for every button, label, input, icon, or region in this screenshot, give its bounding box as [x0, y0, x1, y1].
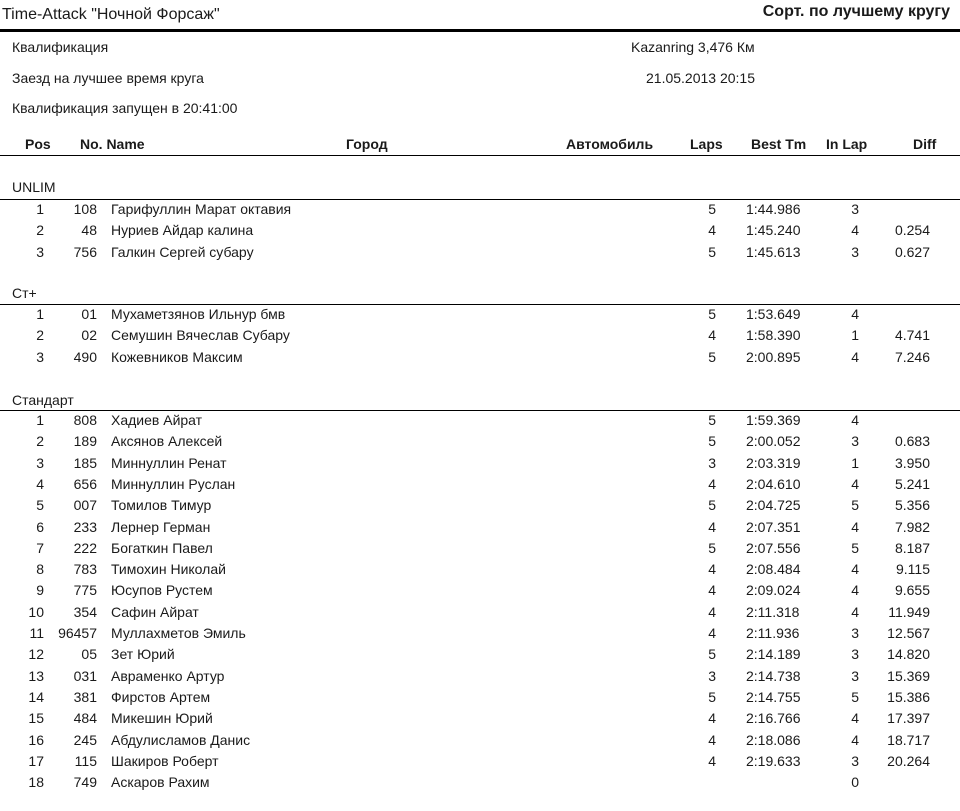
cell-best: 1:58.390 [746, 327, 801, 344]
cell-diff: 5.241 [894, 475, 930, 492]
cell-name: Фирстов Артем [111, 688, 211, 705]
cell-name: Галкин Сергей субару [111, 243, 254, 260]
cell-pos: 10 [28, 603, 44, 620]
cell-diff: 9.655 [894, 582, 930, 599]
cell-pos: 1 [36, 412, 44, 428]
cell-name: Кожевников Максим [111, 348, 243, 365]
cell-pos: 3 [36, 243, 44, 260]
col-inlap: In Lap [826, 136, 868, 152]
cell-name: Юсупов Рустем [111, 582, 213, 599]
table-row [0, 519, 960, 540]
cell-laps: 4 [708, 475, 716, 492]
cell-name: Сафин Айрат [111, 603, 199, 620]
cell-no: 115 [74, 752, 97, 769]
cell-pos: 1 [36, 306, 44, 322]
cell-inlap: 4 [851, 582, 859, 599]
mode-label: Заезд на лучшее время круга [12, 70, 204, 86]
cell-pos: 9 [36, 582, 44, 599]
cell-best: 2:11.936 [746, 625, 800, 641]
table-row [0, 604, 960, 625]
cell-no: 01 [81, 306, 97, 322]
cell-diff: 7.246 [894, 348, 930, 365]
cell-pos: 2 [36, 433, 44, 450]
cell-laps: 5 [708, 646, 716, 663]
class-label: Ст+ [12, 285, 37, 301]
cell-best: 2:14.189 [746, 646, 801, 663]
cell-pos: 18 [28, 774, 44, 791]
cell-no: 490 [73, 348, 97, 365]
table-row [0, 455, 960, 476]
cell-inlap: 5 [851, 688, 859, 705]
cell-best: 2:00.895 [746, 348, 801, 365]
cell-no: 656 [73, 475, 97, 492]
cell-diff: 4.741 [894, 327, 930, 344]
table-row [0, 710, 960, 731]
cell-diff: 14.820 [887, 646, 930, 663]
cell-inlap: 0 [851, 774, 859, 791]
cell-laps: 5 [708, 412, 716, 428]
table-row [0, 689, 960, 710]
cell-no: 756 [73, 243, 97, 260]
table-row [0, 222, 960, 243]
report-title: Time-Attack "Ночной Форсаж" [2, 6, 220, 23]
cell-laps: 5 [708, 433, 716, 450]
cell-pos: 12 [28, 646, 44, 663]
cell-name: Тимохин Николай [111, 561, 226, 578]
cell-best: 2:04.610 [746, 475, 801, 492]
cell-pos: 4 [36, 475, 44, 492]
cell-diff: 8.187 [894, 539, 930, 556]
cell-no: 96457 [58, 625, 97, 641]
cell-no: 808 [73, 412, 97, 428]
cell-inlap: 3 [851, 646, 859, 663]
cell-best: 1:44.986 [746, 201, 801, 217]
cell-no: 354 [73, 603, 97, 620]
cell-laps: 4 [708, 731, 716, 748]
cell-no: 381 [73, 688, 97, 705]
cell-best: 2:00.052 [746, 433, 801, 450]
datetime-label: 21.05.2013 20:15 [646, 70, 755, 86]
table-row [0, 668, 960, 689]
cell-name: Мухаметзянов Ильнур бмв [111, 306, 286, 322]
table-row [0, 201, 960, 222]
column-header-divider [0, 155, 960, 156]
cell-no: 48 [81, 222, 97, 239]
cell-laps: 4 [708, 561, 716, 578]
cell-name: Миннуллин Ренат [111, 454, 227, 471]
cell-best: 1:45.613 [746, 243, 801, 260]
cell-pos: 16 [28, 731, 44, 748]
cell-name: Абдулисламов Данис [111, 731, 251, 748]
cell-pos: 11 [29, 625, 44, 641]
cell-inlap: 4 [851, 518, 859, 535]
started-label: Квалификация запущен в 20:41:00 [12, 100, 238, 116]
cell-laps: 4 [708, 327, 716, 344]
cell-inlap: 4 [851, 561, 859, 578]
header-divider [0, 29, 960, 32]
cell-pos: 3 [36, 348, 44, 365]
cell-best: 2:19.633 [746, 752, 801, 769]
cell-no: 02 [81, 327, 97, 344]
cell-laps: 4 [708, 222, 716, 239]
track-label: Kazanring 3,476 Км [631, 39, 755, 55]
cell-diff: 0.627 [894, 243, 930, 260]
cell-inlap: 1 [851, 454, 859, 471]
cell-best: 2:07.351 [746, 518, 801, 535]
cell-diff: 17.397 [887, 710, 930, 727]
cell-laps: 5 [708, 348, 716, 365]
cell-no: 05 [81, 646, 97, 663]
table-row [0, 349, 960, 370]
report-header [0, 0, 960, 32]
cell-best: 2:03.319 [746, 454, 801, 471]
cell-no: 007 [73, 497, 97, 514]
cell-diff: 9.115 [896, 561, 930, 578]
table-row [0, 306, 960, 327]
cell-inlap: 3 [851, 752, 859, 769]
cell-diff: 0.683 [894, 433, 930, 450]
table-row [0, 646, 960, 667]
cell-laps: 4 [708, 752, 716, 769]
cell-best: 2:18.086 [746, 731, 801, 748]
cell-laps: 3 [708, 667, 716, 684]
cell-best: 1:45.240 [746, 222, 801, 239]
cell-name: Зет Юрий [111, 646, 175, 663]
cell-no: 233 [73, 518, 97, 535]
cell-name: Семушин Вячеслав Субару [111, 327, 290, 344]
cell-best: 2:11.318 [746, 603, 800, 620]
cell-pos: 17 [28, 752, 44, 769]
cell-pos: 1 [36, 201, 44, 217]
cell-diff: 20.264 [887, 752, 930, 769]
cell-name: Шакиров Роберт [111, 752, 219, 769]
sort-label: Сорт. по лучшему кругу [762, 3, 950, 20]
cell-best: 2:07.556 [746, 539, 801, 556]
cell-pos: 8 [36, 561, 44, 578]
cell-name: Гарифуллин Марат октавия [111, 201, 292, 217]
cell-inlap: 4 [851, 710, 859, 727]
class-divider [0, 199, 960, 200]
cell-name: Авраменко Артур [111, 667, 225, 684]
cell-no: 484 [73, 710, 97, 727]
cell-laps: 4 [708, 582, 716, 599]
cell-laps: 5 [708, 688, 716, 705]
cell-diff: 7.982 [894, 518, 930, 535]
cell-laps: 5 [708, 539, 716, 556]
cell-diff: 18.717 [887, 731, 930, 748]
table-row [0, 582, 960, 603]
cell-pos: 15 [28, 710, 44, 727]
cell-inlap: 4 [851, 222, 859, 239]
cell-name: Хадиев Айрат [111, 412, 203, 428]
col-car: Автомобиль [566, 136, 654, 152]
cell-best: 1:53.649 [746, 306, 801, 322]
cell-diff: 0.254 [894, 222, 930, 239]
cell-laps: 5 [708, 201, 716, 217]
cell-laps: 4 [708, 710, 716, 727]
cell-pos: 2 [36, 327, 44, 344]
cell-name: Муллахметов Эмиль [111, 625, 246, 641]
cell-name: Томилов Тимур [111, 497, 212, 514]
cell-laps: 4 [708, 625, 716, 641]
table-row [0, 412, 960, 433]
cell-inlap: 1 [851, 327, 859, 344]
col-city: Город [346, 136, 388, 152]
cell-pos: 3 [36, 454, 44, 471]
cell-best: 2:08.484 [746, 561, 801, 578]
cell-laps: 4 [708, 603, 716, 620]
col-no-name: No. Name [80, 136, 145, 152]
table-row [0, 327, 960, 348]
table-row [0, 540, 960, 561]
cell-no: 783 [73, 561, 97, 578]
table-row [0, 774, 960, 795]
cell-no: 749 [73, 774, 97, 791]
cell-inlap: 3 [851, 625, 859, 641]
cell-diff: 15.369 [887, 667, 930, 684]
session-label: Квалификация [12, 39, 109, 55]
cell-inlap: 5 [851, 497, 859, 514]
cell-name: Микешин Юрий [111, 710, 213, 727]
cell-inlap: 5 [851, 539, 859, 556]
cell-laps: 4 [708, 518, 716, 535]
table-row [0, 625, 960, 646]
table-row [0, 433, 960, 454]
table-row [0, 244, 960, 265]
cell-inlap: 4 [851, 348, 859, 365]
cell-no: 108 [73, 201, 97, 217]
cell-inlap: 4 [851, 475, 859, 492]
cell-pos: 7 [36, 539, 44, 556]
col-laps: Laps [690, 136, 723, 152]
cell-laps: 5 [708, 497, 716, 514]
cell-inlap: 3 [851, 667, 859, 684]
col-diff: Diff [913, 136, 937, 152]
cell-best: 2:16.766 [746, 710, 801, 727]
table-row [0, 732, 960, 753]
cell-laps: 5 [708, 306, 716, 322]
cell-inlap: 4 [851, 306, 859, 322]
cell-best: 2:04.725 [746, 497, 801, 514]
cell-diff: 12.567 [887, 625, 930, 641]
cell-no: 031 [73, 667, 97, 684]
cell-best: 2:14.738 [746, 667, 801, 684]
class-label: Стандарт [12, 392, 74, 408]
cell-inlap: 3 [851, 201, 859, 217]
cell-diff: 3.950 [894, 454, 930, 471]
cell-inlap: 3 [851, 243, 859, 260]
table-row [0, 497, 960, 518]
cell-pos: 2 [36, 222, 44, 239]
cell-inlap: 4 [851, 731, 859, 748]
cell-pos: 14 [28, 688, 44, 705]
class-label: UNLIM [12, 179, 56, 195]
cell-pos: 13 [28, 667, 44, 684]
cell-pos: 6 [36, 518, 44, 535]
cell-no: 222 [73, 539, 97, 556]
cell-name: Аксянов Алексей [111, 433, 223, 450]
col-best: Best Tm [751, 136, 807, 152]
cell-name: Нуриев Айдар калина [111, 222, 254, 239]
cell-best: 2:14.755 [746, 688, 801, 705]
cell-name: Лернер Герман [111, 518, 211, 535]
cell-name: Аскаров Рахим [111, 774, 210, 791]
cell-diff: 15.386 [887, 688, 930, 705]
cell-no: 245 [73, 731, 97, 748]
table-row [0, 561, 960, 582]
class-divider [0, 304, 960, 305]
col-pos: Pos [25, 136, 51, 152]
cell-best: 1:59.369 [746, 412, 801, 428]
cell-name: Богаткин Павел [111, 539, 213, 556]
cell-diff: 5.356 [894, 497, 930, 514]
cell-diff: 11.949 [888, 603, 930, 620]
table-row [0, 753, 960, 774]
cell-laps: 3 [708, 454, 716, 471]
cell-pos: 5 [36, 497, 44, 514]
cell-inlap: 3 [851, 433, 859, 450]
cell-laps: 5 [708, 243, 716, 260]
class-divider [0, 410, 960, 411]
table-row [0, 476, 960, 497]
cell-name: Миннуллин Руслан [111, 475, 236, 492]
cell-best: 2:09.024 [746, 582, 801, 599]
cell-no: 185 [73, 454, 97, 471]
cell-inlap: 4 [851, 412, 859, 428]
cell-no: 189 [73, 433, 97, 450]
cell-inlap: 4 [851, 603, 859, 620]
cell-no: 775 [73, 582, 97, 599]
